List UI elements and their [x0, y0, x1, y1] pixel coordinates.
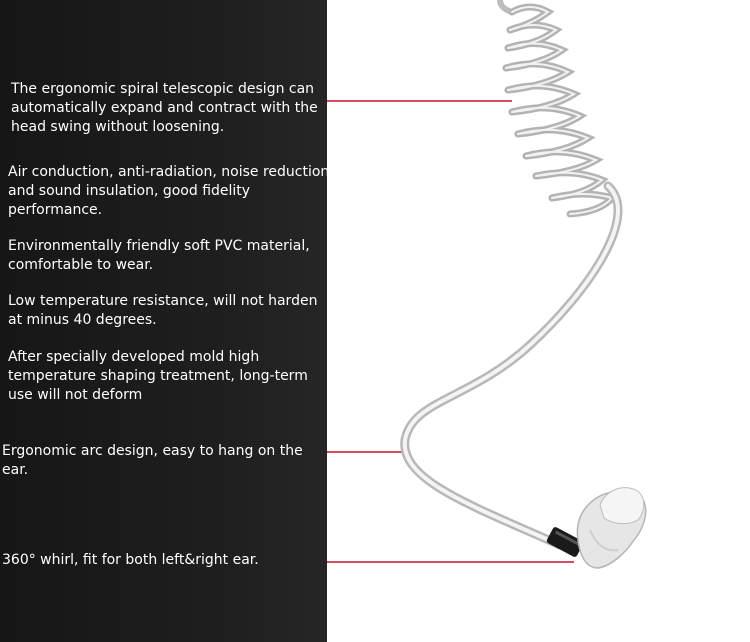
feature-low-temperature: Low temperature resistance, will not harden at minus 40 degrees.	[8, 293, 318, 328]
feature-mold-shaping: After specially developed mold high temperature shaping treatment, long-term use will not deform	[8, 349, 308, 403]
feature-air-conduction: Air conduction, anti-radiation, noise reduction and sound insulation, good fidelity performance.	[8, 164, 330, 218]
acoustic-tube	[405, 186, 618, 545]
feature-360-whirl: 360° whirl, fit for both left&right ear.	[2, 552, 259, 568]
feature-arc-design: Ergonomic arc design, easy to hang on the ear.	[2, 443, 303, 478]
ear-tip	[577, 488, 645, 568]
spiral-coil	[506, 7, 612, 214]
feature-soft-pvc: Environmentally friendly soft PVC material, comfortable to wear.	[8, 238, 310, 273]
feature-spiral-design: The ergonomic spiral telescopic design can automatically expand and contract with the head swing without loosening.	[11, 81, 318, 135]
